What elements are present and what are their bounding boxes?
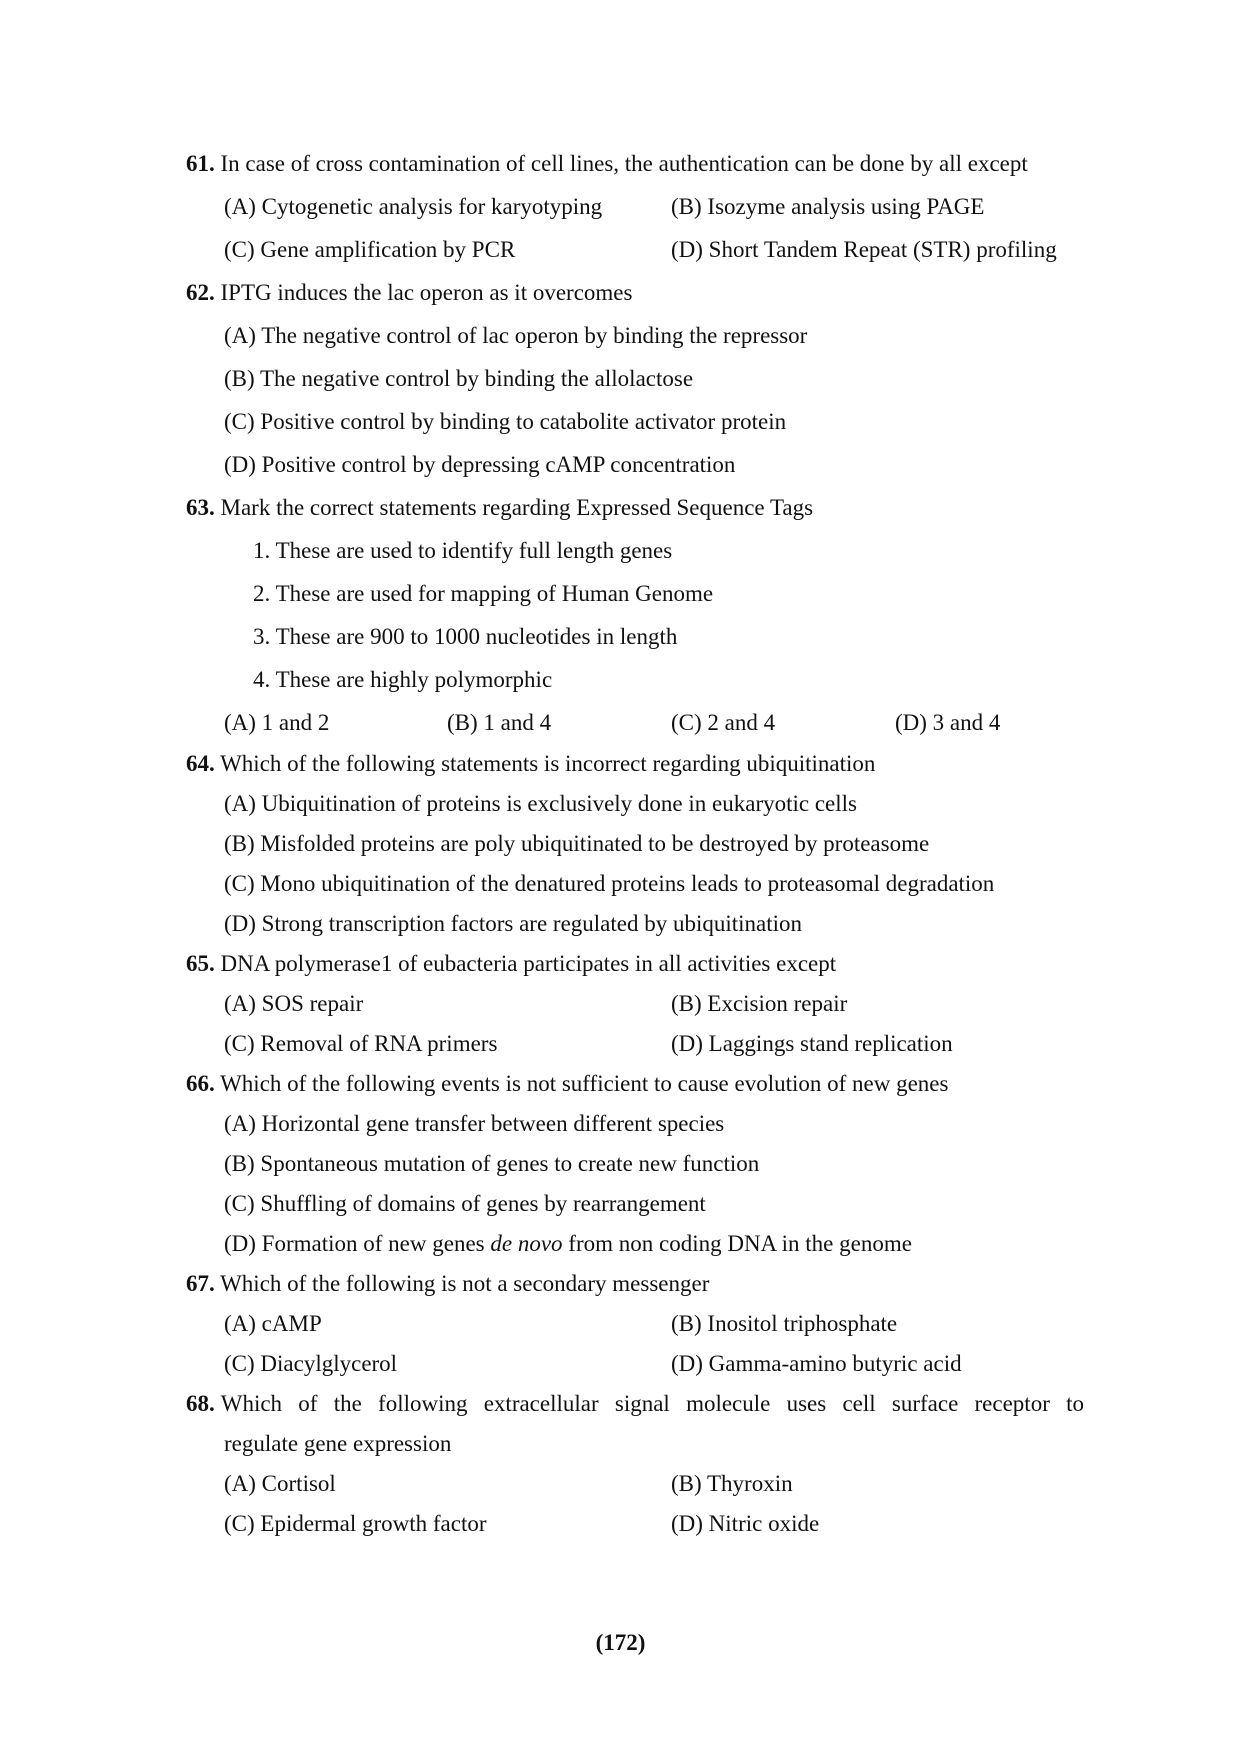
question-65 [186,952,836,975]
option-b: (B) Excision repair [671,991,848,1016]
option-d: (D) Nitric oxide [671,1511,820,1536]
question-63 [186,496,813,519]
option-c: (C) Removal of RNA primers [224,1031,498,1056]
option-d [224,1232,912,1255]
option-a: (A) cAMP [224,1311,322,1336]
question-68 [186,1392,1084,1415]
option-a: (A) SOS repair [224,991,364,1016]
option-b: (B) Isozyme analysis using PAGE [671,194,985,219]
option-a: (A) Cortisol [224,1471,336,1496]
option-c: (C) Diacylglycerol [224,1351,398,1376]
question-number: 61. [186,151,215,176]
option-c: (C) 2 and 4 [671,710,776,735]
option-b: (B) Inositol triphosphate [671,1311,898,1336]
question-number: 68. [186,1391,215,1416]
question-text-line1: Which of the following extracellular signal molecule uses cell surface receptor to [220,1391,1084,1416]
option-d-italic-term: de novo [490,1231,563,1256]
question-61 [186,152,1028,175]
question-text: DNA polymerase1 of eubacteria participates in all activities except [220,951,837,976]
option-a: (A) Ubiquitination of proteins is exclusively done in eukaryotic cells [224,791,857,816]
option-d: (D) 3 and 4 [895,710,1001,735]
option-a: (A) Cytogenetic analysis for karyotyping [224,194,603,219]
question-number: 63. [186,495,215,520]
option-d-text-before: (D) Formation of new genes [224,1231,491,1256]
question-text: Mark the correct statements regarding Expressed Sequence Tags [220,495,814,520]
question-67 [186,1272,709,1295]
statement-2: 2. These are used for mapping of Human Genome [253,581,714,606]
question-text: In case of cross contamination of cell lines, the authentication can be done by all except [220,151,1028,176]
statement-1: 1. These are used to identify full length genes [253,538,673,563]
option-d: (D) Positive control by depressing cAMP concentration [224,452,736,477]
statement-3: 3. These are 900 to 1000 nucleotides in length [253,624,678,649]
option-c: (C) Epidermal growth factor [224,1511,487,1536]
option-b: (B) Thyroxin [671,1471,793,1496]
option-a: (A) 1 and 2 [224,710,330,735]
question-text: Which of the following is not a secondary messenger [220,1271,710,1296]
option-d: (D) Strong transcription factors are regulated by ubiquitination [224,911,803,936]
option-b: (B) Spontaneous mutation of genes to create new function [224,1151,760,1176]
option-c: (C) Positive control by binding to catabolite activator protein [224,409,787,434]
question-number: 62. [186,280,215,305]
question-64 [186,752,875,775]
question-text: Which of the following statements is incorrect regarding ubiquitination [220,751,876,776]
page-number: (172) [595,1630,646,1655]
option-b: (B) The negative control by binding the allolactose [224,366,694,391]
question-number: 67. [186,1271,215,1296]
question-62 [186,281,632,304]
statement-4: 4. These are highly polymorphic [253,667,553,692]
option-b: (B) 1 and 4 [447,710,552,735]
option-b: (B) Misfolded proteins are poly ubiquitinated to be destroyed by proteasome [224,831,930,856]
question-number: 65. [186,951,215,976]
option-d: (D) Short Tandem Repeat (STR) profiling [671,237,1057,262]
option-c: (C) Shuffling of domains of genes by rearrangement [224,1191,706,1216]
option-d: (D) Gamma-amino butyric acid [671,1351,962,1376]
question-number: 64. [186,751,215,776]
option-c: (C) Gene amplification by PCR [224,237,516,262]
option-a: (A) Horizontal gene transfer between different species [224,1111,725,1136]
option-a: (A) The negative control of lac operon by binding the repressor [224,323,808,348]
question-number: 66. [186,1071,215,1096]
option-d-text-after: from non coding DNA in the genome [562,1231,912,1256]
question-text: IPTG induces the lac operon as it overcomes [220,280,633,305]
question-66 [186,1072,948,1095]
option-d: (D) Laggings stand replication [671,1031,953,1056]
option-c: (C) Mono ubiquitination of the denatured proteins leads to proteasomal degradation [224,871,995,896]
question-text: Which of the following events is not sufficient to cause evolution of new genes [220,1071,949,1096]
question-text-line2: regulate gene expression [224,1431,452,1456]
